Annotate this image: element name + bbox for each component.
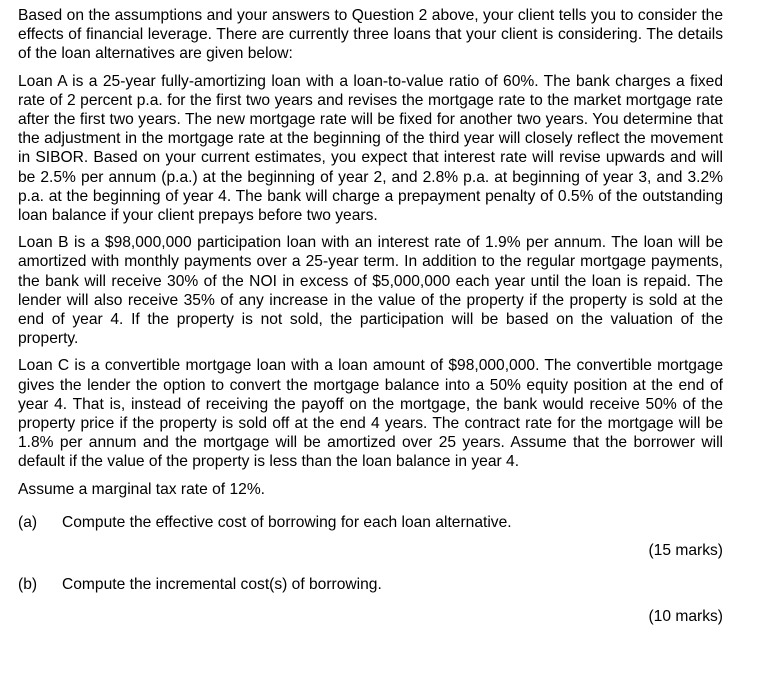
question-b-marks: (10 marks) (648, 608, 723, 626)
question-a-label: (a) (18, 513, 38, 531)
question-a (18, 513, 723, 532)
loan-a-paragraph: Loan A is a 25-year fully-amortizing loan with a loan-to-value ratio of 60%. The bank charges a fixed rate of 2 percent p.a. for the first two years and revises the mortgage rate to the market mortgage rate after the first two years. The new mortgage rate will be fixed for another two years. You determine that the adjustment in the mortgage rate at the beginning of the third year will closely reflect the movement in SIBOR. Based on your current estimates, you expect that interest rate will revise upwards and will be 2.5% per annum (p.a.) at the beginning of year 2, and 2.8% p.a. at beginning of year 3, and 3.2% p.a. at the beginning of year 4. The bank will charge a prepayment penalty of 0.5% of the outstanding loan balance if your client prepays before two years. (18, 72, 723, 225)
question-a-text: Compute the effective cost of borrowing for each loan alternative. (62, 513, 512, 531)
tax-assumption-paragraph: Assume a marginal tax rate of 12%. (18, 480, 266, 498)
question-b-text: Compute the incremental cost(s) of borrowing. (62, 576, 382, 594)
question-b (18, 575, 723, 594)
loan-b-paragraph: Loan B is a $98,000,000 participation loan with an interest rate of 1.9% per annum. The loan will be amortized with monthly payments over a 25-year term. In addition to the regular mortgage payments, the bank will receive 30% of the NOI in excess of $5,000,000 each year until the loan is repaid. The lender will also receive 35% of any increase in the value of the property if the property is sold at the end of year 4. If the property is not sold, the participation will be based on the valuation of the property. (18, 234, 723, 348)
loan-c-paragraph: Loan C is a convertible mortgage loan with a loan amount of $98,000,000. The convertible mortgage gives the lender the option to convert the mortgage balance into a 50% equity position at the end of year 4. That is, instead of receiving the payoff on the mortgage, the bank would receive 50% of the property price if the property is sold off at the end 4 years. The contract rate for the mortgage will be 1.8% per annum and the mortgage will be amortized over 25 years. Assume that the borrower will default if the value of the property is less than the loan balance in year 4. (18, 357, 723, 471)
question-a-marks: (15 marks) (648, 542, 723, 560)
intro-paragraph: Based on the assumptions and your answers to Question 2 above, your client tells you to consider the effects of financial leverage. There are currently three loans that your client is considering. The details of the loan alternatives are given below: (18, 7, 723, 63)
question-b-label: (b) (18, 576, 38, 594)
